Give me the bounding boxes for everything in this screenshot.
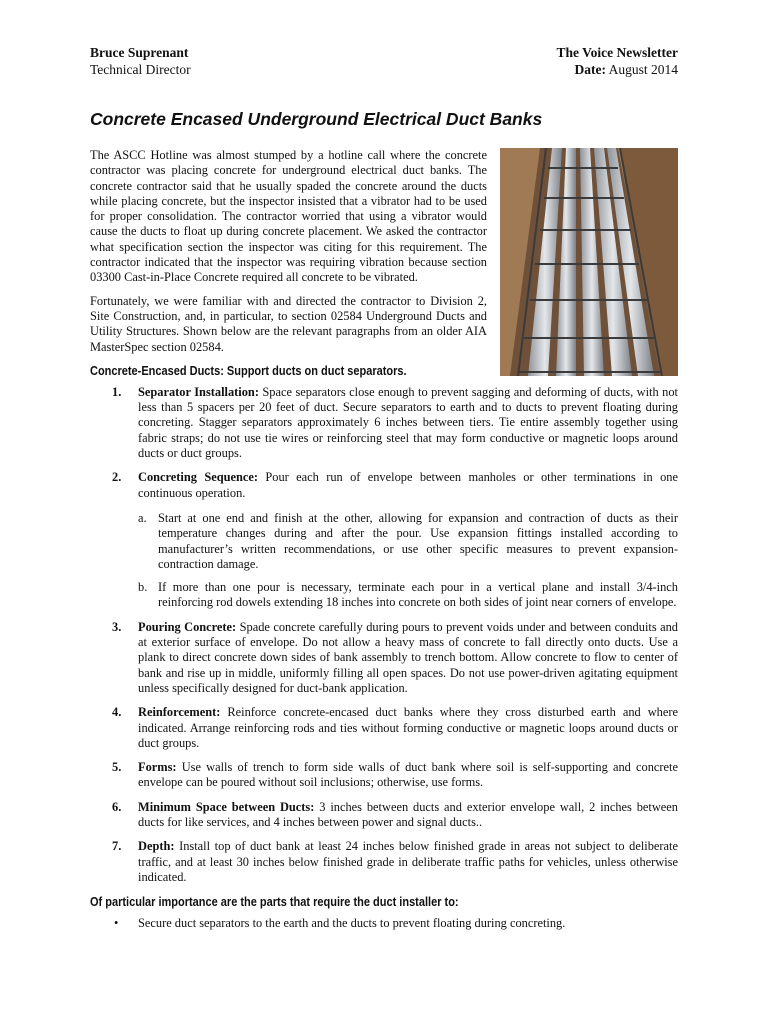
- item-number: 5.: [112, 760, 122, 775]
- item-number: 1.: [112, 384, 122, 399]
- sub-item-text: Start at one end and finish at the other, allowing for expansion and contraction of ducts as their temperature changes during and after the pour. Use expansion fittings installed according to manufacturer’s written recommendations, or use other specific measures to prevent expansion-contraction damage.: [158, 510, 678, 571]
- item-text: Spade concrete carefully during pours to prevent voids under and between conduits and at exterior surface of envelope. Do not allow a heavy mass of concrete to fall directly onto ducts. Use a plank to direct concrete down sides of bank assembly to trench bottom. Allow concrete to flow to center of bank and rise up in middle, uniformly filling all open spaces. Do not use power-driven agitating equipment unless specifically designed for duct-bank application.: [138, 619, 678, 695]
- author-name: Bruce Suprenant: [90, 45, 189, 60]
- spec-item: [90, 839, 678, 885]
- item-label: Forms:: [138, 760, 177, 775]
- spec-item: [90, 385, 678, 461]
- duct-bank-rebar-trench-photo: [500, 148, 678, 376]
- bullet-list: [90, 916, 678, 931]
- intro-paragraph-2: Fortunately, we were familiar with and directed the contractor to Division 2, Site Construction, and, in particular, to section 02584 Underground Ducts and Utility Structures. Shown below are the relevant paragraphs from an older AIA MasterSpec section 02584.: [90, 293, 487, 354]
- importance-heading: Of particular importance are the parts that require the duct installer to:: [90, 895, 459, 910]
- item-text: Pour each run of envelope between manholes or other terminations in one continuous operation.: [138, 470, 678, 500]
- bullet-item: [90, 916, 678, 931]
- article-title: Concrete Encased Underground Electrical Duct Banks: [90, 109, 543, 129]
- page-header: [90, 44, 678, 78]
- item-number: 7.: [112, 839, 122, 854]
- item-text: Use walls of trench to form side walls of duct bank where soil is self-supporting and concrete envelope can be poured without soil inclusions; otherwise, use forms.: [138, 760, 678, 790]
- item-text: Reinforce concrete-encased duct banks where they cross disturbed earth and where indicated. Arrange reinforcing rods and ties without forming conductive or magnetic loops around ducts or duct groups.: [138, 705, 678, 750]
- item-text: Space separators close enough to prevent sagging and deforming of ducts, with not less than 5 spacers per 20 feet of duct. Secure separators to earth and to ducts to prevent floating during concreting. Stagger separators approximately 6 inches between tiers. Tie entire assembly together using fabric straps; do not use tie wires or reinforcing steel that may form conductive or magnetic loops around ducts or duct groups.: [138, 384, 678, 461]
- spec-item: [90, 800, 678, 831]
- item-number: 4.: [112, 705, 122, 720]
- item-label: Pouring Concrete:: [138, 619, 237, 634]
- spec-heading: Concrete-Encased Ducts: Support ducts on duct separators.: [90, 363, 407, 378]
- spec-item: [90, 760, 678, 791]
- item-label: Depth:: [138, 839, 175, 854]
- document-page: [90, 44, 678, 931]
- author-block: [90, 44, 191, 78]
- intro-paragraph-1: The ASCC Hotline was almost stumped by a hotline call where the concrete contractor was placing concrete for underground electrical duct banks. The concrete contractor said that he usually spaded the concrete around the ducts while placing concrete, but the inspector insisted that a vibrator had to be used for proper consolidation. The contractor worried that using a vibrator would cause the ducts to float up during concrete placement. We asked the contractor what specification section the inspector was citing for this requirement. The contractor indicated that the inspector was requiring vibration because section 03300 Cast-in-Place Concrete required all concrete to be vibrated.: [90, 148, 487, 285]
- spec-list: [90, 385, 678, 885]
- item-text: Install top of duct bank at least 24 inches below finished grade in areas not subject to deliberate traffic, and at least 30 inches below finished grade in deliberate traffic paths for vehicles, unless otherwise indicated.: [138, 839, 678, 884]
- newsletter-name: The Voice Newsletter: [556, 45, 678, 60]
- sub-item-letter: a.: [138, 510, 147, 525]
- item-text: 3 inches between ducts and exterior envelope wall, 2 inches between ducts for like services, and 4 inches between power and signal ducts..: [138, 799, 679, 829]
- sub-item: [138, 511, 678, 572]
- sub-item: [138, 580, 678, 611]
- author-title: Technical Director: [90, 62, 191, 77]
- sub-item-letter: b.: [138, 580, 148, 595]
- date-value: August 2014: [608, 62, 678, 77]
- intro-section: [90, 148, 678, 355]
- spec-item: [90, 620, 678, 696]
- date-line: [557, 61, 678, 78]
- sub-list: [138, 511, 678, 611]
- spec-item: [90, 470, 678, 610]
- sub-item-text: If more than one pour is necessary, terminate each pour in a vertical plane and install 3/4-inch reinforcing rod dowels extending 18 inches into concrete on both sides of joint near corners of envelope.: [158, 580, 678, 610]
- item-number: 2.: [112, 470, 122, 485]
- item-label: Concreting Sequence:: [138, 470, 259, 485]
- newsletter-block: [557, 44, 678, 78]
- spec-item: [90, 705, 678, 751]
- bullet-icon: •: [114, 916, 119, 931]
- item-label: Minimum Space between Ducts:: [138, 799, 315, 814]
- item-label: Separator Installation:: [138, 384, 259, 399]
- date-label: Date:: [574, 62, 606, 77]
- item-number: 3.: [112, 619, 122, 634]
- item-number: 6.: [112, 799, 122, 814]
- item-label: Reinforcement:: [138, 705, 221, 720]
- bullet-text: Secure duct separators to the earth and the ducts to prevent floating during concreting.: [138, 916, 566, 931]
